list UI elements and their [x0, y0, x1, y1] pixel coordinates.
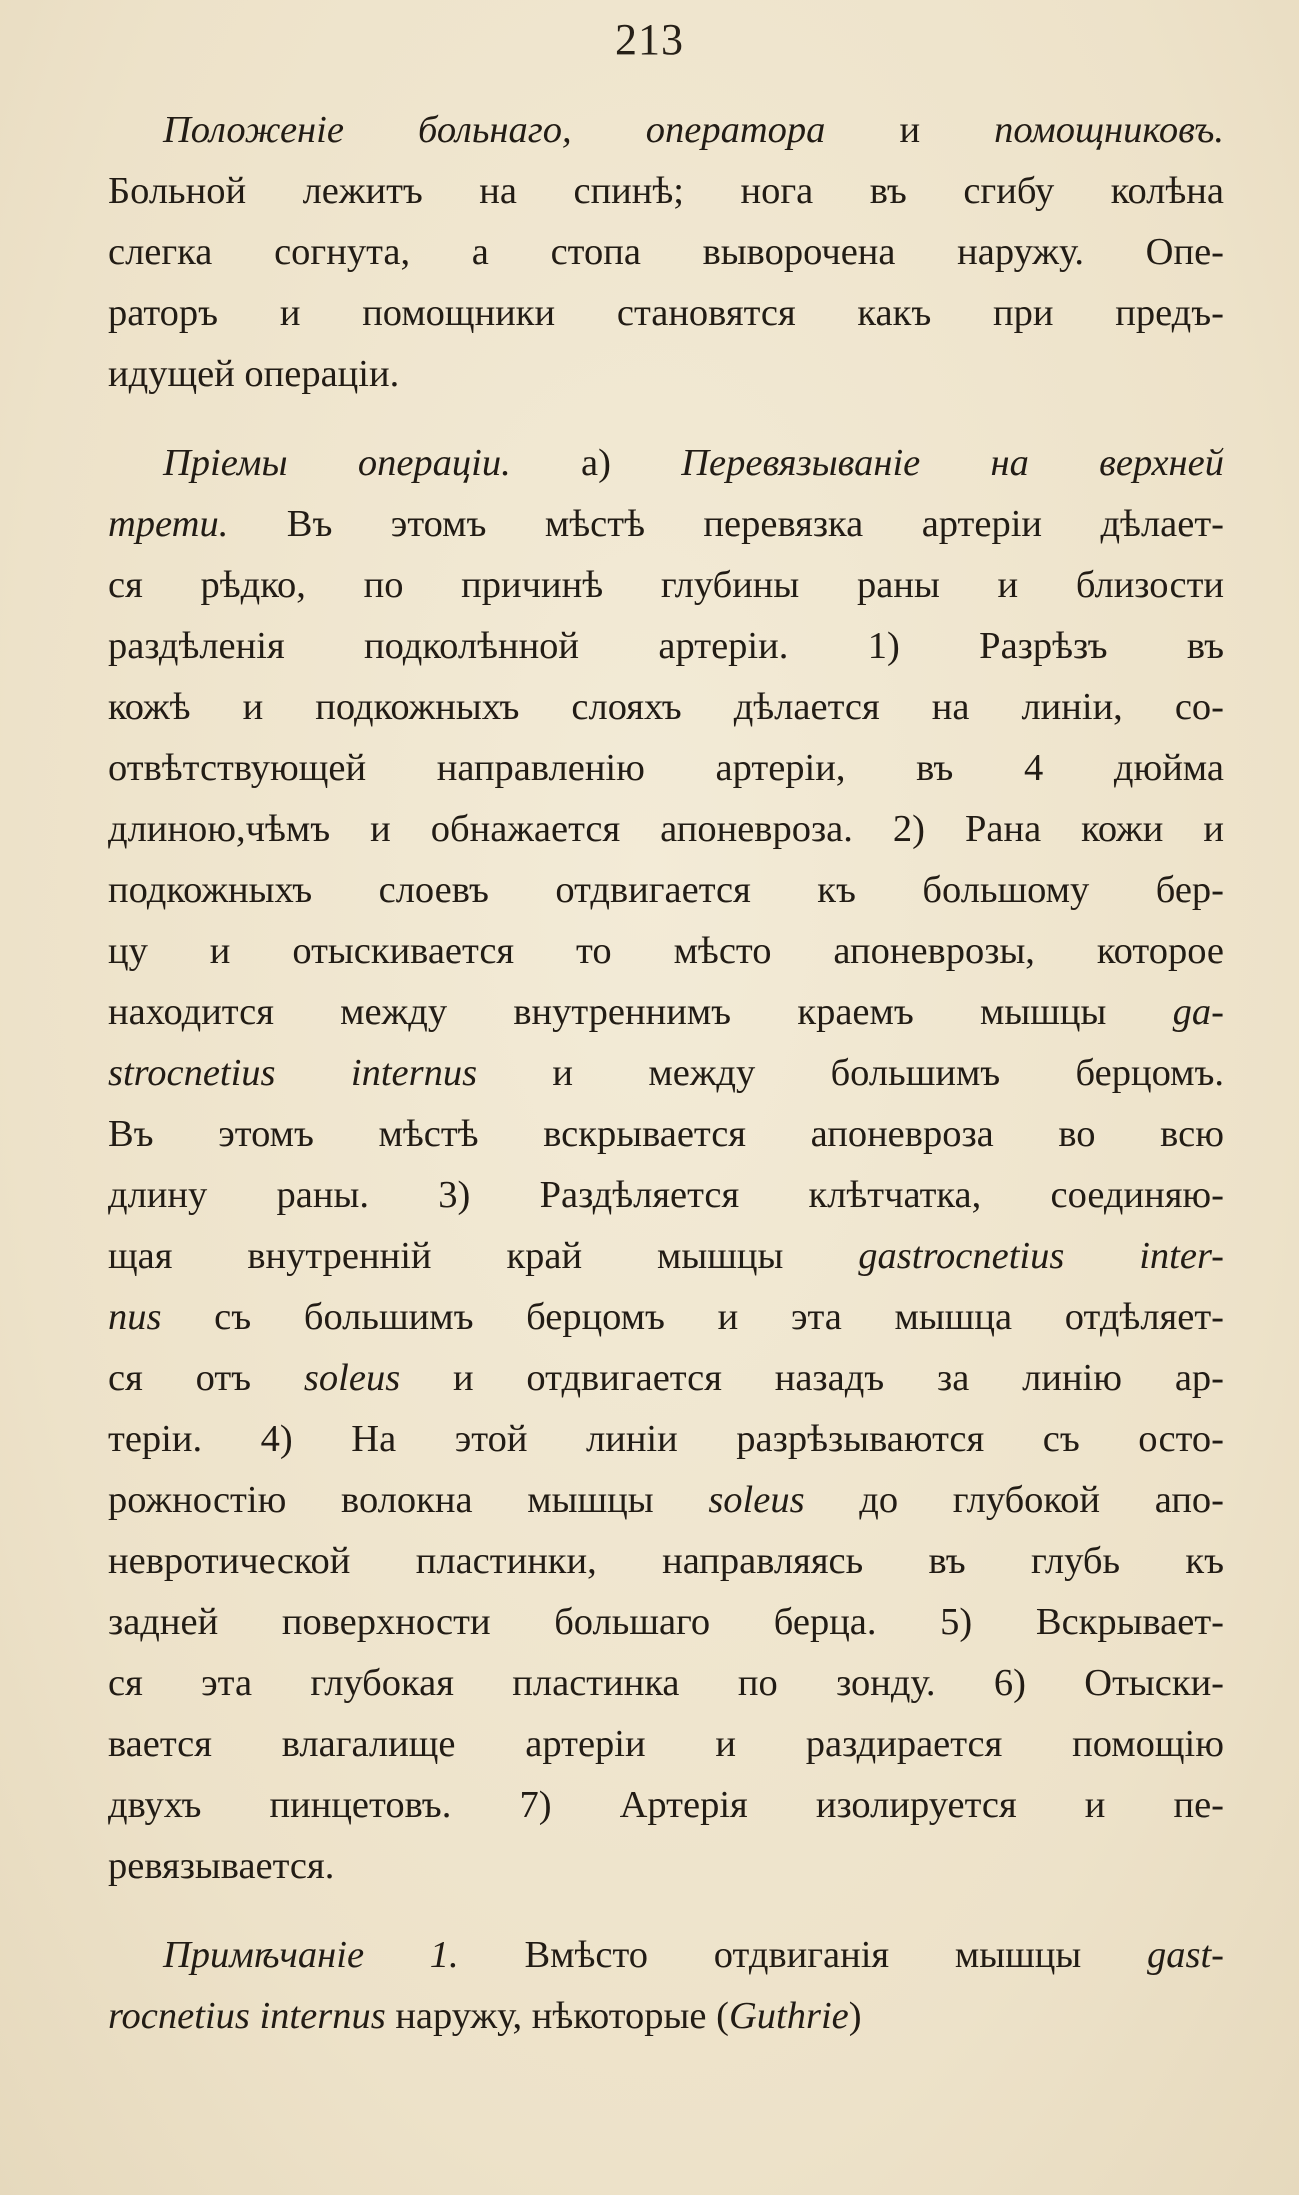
text-line: [108, 1714, 1224, 1775]
text-line: [108, 1470, 1224, 1531]
text-segment: Въ этомъ мѣстѣ вскрывается апоневроза во всю: [108, 1113, 1224, 1155]
text-line: [108, 222, 1224, 283]
text-segment: а): [510, 442, 682, 484]
text-segment: невротической пластинки, направляясь въ глубь къ: [108, 1540, 1224, 1582]
text-segment: длиною,чѣмъ и обнажается апоневроза. 2) Рана кожи и: [108, 808, 1224, 850]
text-line: [108, 1165, 1224, 1226]
text-line: [108, 860, 1224, 921]
text-segment: двухъ пинцетовъ. 7) Артерія изолируется и пе-: [108, 1784, 1224, 1826]
italic-segment: nus: [108, 1296, 162, 1338]
page-number: 213: [615, 15, 684, 64]
italic-segment: Перевязываніе на верхней: [681, 442, 1224, 484]
text-segment: и: [825, 109, 995, 151]
text-line: [108, 1043, 1224, 1104]
text-segment: раздѣленія подколѣнной артеріи. 1) Разрѣзъ въ: [108, 625, 1224, 667]
text-segment: ся отъ: [108, 1357, 304, 1399]
text-segment: идущей операціи.: [108, 353, 400, 395]
text-segment: Въ этомъ мѣстѣ перевязка артеріи дѣлает-: [228, 503, 1224, 545]
paragraph-position: [108, 100, 1224, 405]
italic-segment: Положеніе больнаго, оператора: [163, 109, 826, 151]
text-line: [108, 100, 1224, 161]
italic-segment: rocnetius internus: [108, 1995, 386, 2037]
text-segment: находится между внутреннимъ краемъ мышцы: [108, 991, 1173, 1033]
text-segment: подкожныхъ слоевъ отдвигается къ большому бер-: [108, 869, 1224, 911]
text-line: [108, 1348, 1224, 1409]
italic-segment: ga-: [1172, 991, 1224, 1033]
text-line: [108, 738, 1224, 799]
italic-segment: strocnetius internus: [108, 1052, 478, 1094]
text-line: [108, 344, 1224, 405]
italic-segment: Guthrie: [728, 1995, 849, 2037]
text-line: [108, 1592, 1224, 1653]
text-line: [108, 1409, 1224, 1470]
text-segment: задней поверхности большаго берца. 5) Вскрывает-: [108, 1601, 1224, 1643]
text-segment: вается влагалище артеріи и раздирается помощію: [108, 1723, 1224, 1765]
text-line: [108, 677, 1224, 738]
text-segment: Больной лежитъ на спинѣ; нога въ сгибу колѣна: [108, 170, 1224, 212]
text-line: [108, 1925, 1224, 1986]
text-segment: съ большимъ берцомъ и эта мышца отдѣляет-: [161, 1296, 1224, 1338]
text-segment: раторъ и помощники становятся какъ при предъ-: [108, 292, 1224, 334]
text-line: [108, 1653, 1224, 1714]
text-segment: ревязывается.: [108, 1845, 335, 1887]
italic-segment: gast-: [1146, 1934, 1224, 1976]
text-body: [108, 100, 1224, 2047]
italic-segment: трети.: [108, 503, 229, 545]
italic-segment: gastrocnetius inter-: [858, 1235, 1224, 1277]
paragraph-gap: [108, 405, 1224, 433]
text-segment: рожностію волокна мышцы: [108, 1479, 709, 1521]
text-segment: и отдвигается назадъ за линію ар-: [400, 1357, 1224, 1399]
text-segment: отвѣтствующей направленію артеріи, въ 4 дюйма: [108, 747, 1224, 789]
paragraph-gap: [108, 1897, 1224, 1925]
text-segment: щая внутренній край мышцы: [108, 1235, 859, 1277]
text-segment: кожѣ и подкожныхъ слояхъ дѣлается на линіи, со-: [108, 686, 1224, 728]
text-segment: цу и отыскивается то мѣсто апоневрозы, которое: [108, 930, 1224, 972]
text-line: [108, 1287, 1224, 1348]
text-segment: ): [848, 1995, 862, 2037]
text-line: [108, 433, 1224, 494]
text-line: [108, 1775, 1224, 1836]
italic-segment: Примѣчаніе 1.: [163, 1934, 459, 1976]
text-line: [108, 616, 1224, 677]
text-line: [108, 921, 1224, 982]
paragraph-methods: [108, 433, 1224, 1897]
text-segment: ся рѣдко, по причинѣ глубины раны и близости: [108, 564, 1224, 606]
text-line: [108, 1104, 1224, 1165]
italic-segment: soleus: [303, 1357, 401, 1399]
text-line: [108, 1531, 1224, 1592]
italic-segment: Пріемы операціи.: [163, 442, 511, 484]
text-segment: ся эта глубокая пластинка по зонду. 6) Отыски-: [108, 1662, 1224, 1704]
text-segment: наружу, нѣкоторые (: [385, 1995, 729, 2037]
text-line: [108, 283, 1224, 344]
text-segment: и между большимъ берцомъ.: [477, 1052, 1224, 1094]
text-line: [108, 161, 1224, 222]
text-line: [108, 1986, 1224, 2047]
italic-segment: soleus: [708, 1479, 805, 1521]
text-line: [108, 1226, 1224, 1287]
italic-segment: помощниковъ.: [994, 109, 1224, 151]
text-segment: Вмѣсто отдвиганія мышцы: [458, 1934, 1147, 1976]
text-segment: теріи. 4) На этой линіи разрѣзываются съ осто-: [108, 1418, 1224, 1460]
text-segment: длину раны. 3) Раздѣляется клѣтчатка, соединяю-: [108, 1174, 1224, 1216]
text-line: [108, 982, 1224, 1043]
text-line: [108, 555, 1224, 616]
text-line: [108, 494, 1224, 555]
paragraph-note1: [108, 1925, 1224, 2047]
text-line: [108, 799, 1224, 860]
text-segment: до глубокой апо-: [804, 1479, 1224, 1521]
text-segment: слегка согнута, а стопа выворочена наружу. Опе-: [108, 231, 1224, 273]
text-line: [108, 1836, 1224, 1897]
